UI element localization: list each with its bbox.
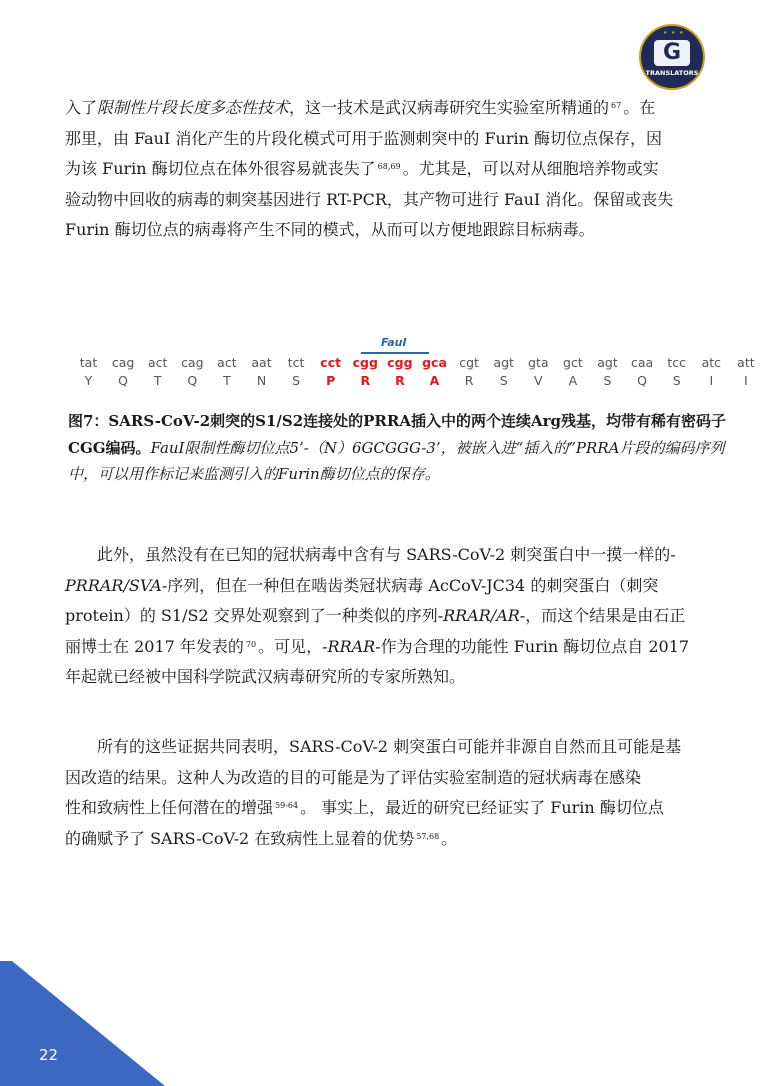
logo-letter: G [654, 40, 690, 66]
residue: I [744, 373, 748, 388]
paragraph-line: protein）的 S1/S2 交界处观察到了一种类似的序列-RRAR/AR-，而这个结果是由石正 [65, 606, 686, 625]
page-number: 22 [39, 1046, 59, 1064]
codon: cag [181, 355, 204, 370]
codon: caa [630, 355, 654, 370]
paragraph-line: 的确赋予了 SARS-CoV-2 在致病性上显着的优势 $^{57,68}$ 。 [65, 828, 458, 848]
codon: agt [493, 355, 514, 370]
codon: cag [111, 355, 135, 370]
residue: S [292, 373, 301, 388]
corner-decoration [0, 961, 165, 1086]
codon: cct [320, 355, 342, 370]
paragraph-2 [65, 540, 735, 693]
caption-title: 图7：SARS-CoV-2刺突的S1/S2连接处的PRRA插入中的两个连续Arg残基，均带有稀有密码子CGG编码。 [68, 412, 727, 457]
codon: gct [563, 355, 583, 370]
enzyme-site-bar [361, 352, 429, 354]
codon: tat [79, 355, 98, 370]
codon: aat [251, 355, 272, 370]
residue: P [326, 373, 336, 388]
residue-row [70, 373, 760, 391]
paragraph-line: 因改造的结果。这种人为改造的目的可能是为了评估实验室制造的冠状病毒在感染 [65, 767, 642, 787]
paragraph-line: 年起就已经被中国科学院武汉病毒研究所的专家所熟知。 [65, 667, 466, 686]
caption-text: FauI限制性酶切位点5’-（N）6GCGGG-3’，被嵌入进“插入的”PRRA片段的编码序列中，可以用作标记来监测引入的Furin酶切位点的保存。 [68, 438, 725, 483]
star-icon: ★ [671, 30, 676, 36]
residue: V [534, 373, 543, 388]
codon: tct [287, 355, 305, 370]
star-icon: ★ [663, 30, 668, 36]
figure-caption [68, 408, 728, 488]
residue: T [153, 373, 162, 388]
codon: cgg [387, 355, 413, 370]
residue: S [499, 373, 508, 388]
codon: atc [701, 355, 722, 370]
residue: Q [187, 373, 198, 388]
paragraph-line: 所有的这些证据共同表明，SARS-CoV-2 刺突蛋白可能并非源自自然而且可能是基 [97, 737, 682, 756]
citation: 68,69 [377, 162, 401, 171]
enzyme-label: FauI [381, 336, 407, 349]
residue: R [360, 373, 371, 388]
paragraph-line: 丽博士在 2017 年发表的 $^{70}$ 。可见，-RRAR-作为合理的功能性 Furin 酶切位点自 2017 [65, 636, 690, 656]
codon: gta [528, 355, 549, 370]
citation: 57,68 [416, 831, 440, 841]
codon: tcc [667, 355, 687, 370]
logo-text: TRANSLATORS [645, 69, 699, 77]
paragraph-line: 为该 Furin 酶切位点在体外很容易就丧失了 $^{68,69}$ 。尤其是，可以对从细胞培养物或实 [65, 159, 659, 178]
sequence-figure [70, 355, 760, 391]
codon: gca [422, 355, 447, 370]
citation: 67 [611, 101, 622, 110]
paragraph-line: 验动物中回收的病毒的刺突基因进行 RT-PCR，其产物可进行 FauI 消化。保留或丧失 [65, 189, 674, 209]
paragraph-1 [65, 93, 735, 246]
paragraph-line: 此外，虽然没有在已知的冠状病毒中含有与 SARS-CoV-2 刺突蛋白中一摸一样的- [97, 545, 676, 564]
codon: cgg [352, 355, 378, 370]
residue: T [223, 373, 231, 388]
citation: 59-64 [275, 801, 299, 810]
codon: act [147, 355, 168, 370]
paragraph-3 [65, 732, 735, 854]
residue: Q [118, 373, 129, 388]
residue: Q [637, 373, 648, 388]
paragraph-line: 入了限制性片段长度多态性技术，这一技术是武汉病毒研究生实验室所精通的 $^{67}$ 。在 [65, 98, 656, 117]
star-icon: ★ [679, 30, 684, 36]
residue: A [429, 373, 440, 388]
paragraph-line: PRRAR/SVA-序列，但在一种但在啮齿类冠状病毒 AcCoV-JC34 的刺突蛋白（刺突 [65, 575, 659, 595]
paragraph-line: 性和致病性上任何潜在的增强 $^{59-64}$ 。 事实上，最近的研究已经证实了 Furin 酶切位点 [65, 798, 664, 817]
translators-logo [639, 24, 705, 90]
paragraph-line: Furin 酶切位点的病毒将产生不同的模式，从而可以方便地跟踪目标病毒。 [65, 220, 595, 239]
citation: 70 [245, 639, 257, 649]
paragraph-line: 那里，由 FauI 消化产生的片段化模式可用于监测刺突中的 Furin 酶切位点保存，因 [65, 128, 663, 148]
residue: A [568, 373, 578, 388]
residue: R [395, 373, 405, 388]
codon: act [217, 355, 237, 370]
codon-row [70, 355, 760, 373]
codon: agt [597, 355, 618, 370]
codon: att [737, 355, 755, 370]
codon: cgt [459, 355, 479, 370]
residue: I [709, 373, 714, 388]
residue: S [603, 373, 612, 388]
residue: Y [84, 373, 93, 388]
residue: S [672, 373, 681, 388]
residue: N [256, 373, 267, 388]
residue: R [464, 373, 474, 388]
